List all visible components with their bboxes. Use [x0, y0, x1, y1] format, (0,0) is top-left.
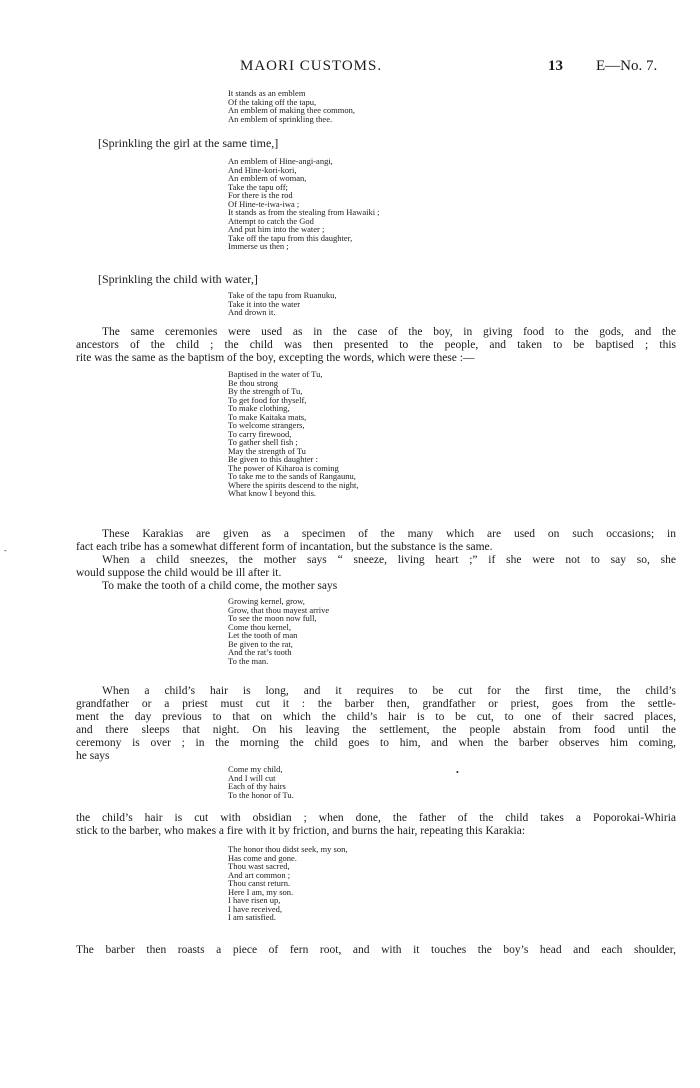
verse-line: Come thou kernel, [228, 621, 292, 632]
paragraph-line: When a child sneezes, the mother says “ sneeze, living heart ;” if she were not to say so, she [102, 554, 676, 566]
paragraph-line: These Karakias are given as a specimen of the many which are used on such occasions; in [102, 528, 676, 540]
paragraph-sneeze [76, 554, 676, 580]
paragraph-line: stick to the barber, who makes a fire with it by friction, and burns the hair, repeating this Karakia: [76, 825, 526, 837]
verse-line: For there is the rod [228, 190, 293, 200]
paragraph-karakias [76, 528, 676, 554]
verse-baptism [228, 370, 359, 498]
verse-line: And Hine-kori-kori, [228, 164, 297, 175]
verse-line: Grow, that thou mayest arrive [228, 604, 330, 615]
verse-line: I am satisfied. [228, 912, 276, 922]
paragraph-hair [76, 685, 676, 763]
paragraph-line: ancestors of the child ; the child was then presented to the people, and taken to be baptised ; this [76, 339, 676, 351]
verse-line: Be thou strong [228, 377, 279, 388]
verse-come-my-child [228, 765, 294, 799]
paragraph-line: fact each tribe has a somewhat different form of incantation, but the substance is the same. [76, 541, 493, 553]
stage-direction-child: [Sprinkling the child with water,] [98, 272, 258, 286]
verse-line: May the strength of Tu [228, 445, 306, 456]
verse-line: An emblem of making thee common, [228, 105, 355, 115]
verse-line: Of the taking off the tapu, [228, 96, 317, 107]
page-number: 13 [548, 58, 563, 74]
verse-line: Thou canst return. [228, 878, 291, 888]
paragraph-line: rite was the same as the baptism of the boy, excepting the words, which were these :— [76, 352, 475, 364]
stage-direction-girl: [Sprinkling the girl at the same time,] [98, 136, 279, 150]
verse-line: Be given to the rat, [228, 638, 293, 649]
paragraph-tooth [76, 580, 676, 593]
verse-line: Let the tooth of man [228, 630, 298, 640]
verse-line: An emblem of Hine-angi-angi, [228, 156, 333, 166]
verse-line: To make clothing, [228, 403, 290, 413]
paragraph-line: The same ceremonies were used as in the case of the boy, in giving food to the gods, and the [102, 326, 676, 338]
verse-honor [228, 845, 347, 922]
verse-line: And put him into the water ; [228, 224, 325, 234]
verse-line: To take me to the sands of Rangaunu, [228, 471, 356, 481]
verse-line: Take the tapu off; [228, 181, 288, 192]
verse-line: To the man. [228, 655, 269, 666]
verse-line: To make Kaitaka mats, [228, 411, 307, 422]
paragraph-line: When a child’s hair is long, and it requires to be cut for the first time, the child’s [102, 685, 676, 697]
verse-growing-kernel [228, 597, 329, 665]
verse-line: Baptised in the water of Tu, [228, 369, 323, 379]
verse-line: The power of Kiharoa is coming [228, 462, 339, 473]
paragraph-obsidian [76, 812, 676, 838]
verse-line: What know I beyond this. [228, 488, 317, 498]
verse-line: I have risen up, [228, 895, 281, 905]
verse-line: To the honor of Tu. [228, 789, 294, 800]
verse-ruanuku [228, 291, 336, 317]
verse-line: Of Hine-te-iwa-iwa ; [228, 198, 300, 209]
paragraph-line: The barber then roasts a piece of fern root, and with it touches the boy’s head and each shoulder, [76, 944, 676, 956]
verse-line: Attempt to catch the God [228, 215, 314, 226]
verse-line: By the strength of Tu, [228, 386, 303, 396]
verse-line: Take off the tapu from this daughter, [228, 232, 353, 243]
verse-line: It stands as from the stealing from Hawaiki ; [228, 207, 380, 217]
paragraph-line: would suppose the child would be ill after it. [76, 567, 282, 579]
verse-line: Thou wast sacred, [228, 861, 290, 871]
verse-line: Where the spirits descend to the night, [228, 479, 359, 490]
paragraph-line: ment the day previous to that on which the child’s hair is to be cut, to one of their sacred places, [76, 711, 676, 723]
verse-line: To see the moon now full, [228, 613, 317, 623]
verse-line: To welcome strangers, [228, 420, 305, 430]
paragraph-line: he says [76, 750, 110, 762]
verse-line: An emblem of sprinkling thee. [228, 113, 333, 124]
verse-line: Take of the tapu from Ruanuku, [228, 290, 337, 300]
verse-line: To carry firewood, [228, 428, 292, 439]
paragraph-line: and there sleeps that night. On his leaving the settlement, the people abstain from food until the [76, 724, 676, 736]
verse-line: It stands as an emblem [228, 88, 306, 98]
verse-line: And art common ; [228, 869, 291, 880]
verse-line: I have received, [228, 903, 283, 914]
verse-emblem [228, 89, 355, 123]
paragraph-line: To make the tooth of a child come, the mother says [102, 580, 338, 592]
verse-line: The honor thou didst seek, my son, [228, 844, 348, 854]
verse-line: Be given to this daughter : [228, 454, 318, 464]
verse-line: Growing kernel, grow, [228, 596, 305, 606]
paragraph-ceremonies [76, 326, 676, 365]
verse-hine-angi-angi [228, 157, 380, 251]
verse-line: And I will cut [228, 772, 276, 783]
verse-line: Come my child, [228, 764, 283, 774]
paragraph-line: the child’s hair is cut with obsidian ; when done, the father of the child takes a Poporokai-Whiria [76, 812, 676, 824]
verse-line: An emblem of woman, [228, 173, 307, 183]
verse-line: Take it into the water [228, 298, 301, 309]
ink-dot: • [456, 768, 459, 777]
document-reference: E—No. 7. [596, 58, 658, 74]
margin-mark: - [4, 546, 7, 555]
page-header [0, 58, 700, 78]
verse-line: To gather shell fish ; [228, 437, 298, 447]
verse-line: And drown it. [228, 307, 276, 317]
verse-line: And the rat’s tooth [228, 647, 292, 657]
paragraph-barber [76, 944, 676, 957]
verse-line: Here I am, my son. [228, 886, 294, 897]
verse-line: To get food for thyself, [228, 394, 307, 405]
verse-line: Immerse us then ; [228, 241, 289, 251]
paragraph-line: ceremony is over ; in the morning the child goes to him, and when the barber observes him coming, [76, 737, 676, 749]
verse-line: Has come and gone. [228, 852, 297, 863]
running-title: MAORI CUSTOMS. [240, 58, 383, 74]
verse-line: Each of thy hairs [228, 781, 286, 791]
paragraph-line: grandfather or a priest must cut it : the barber then, grandfather or priest, goes from the settle- [76, 698, 676, 710]
